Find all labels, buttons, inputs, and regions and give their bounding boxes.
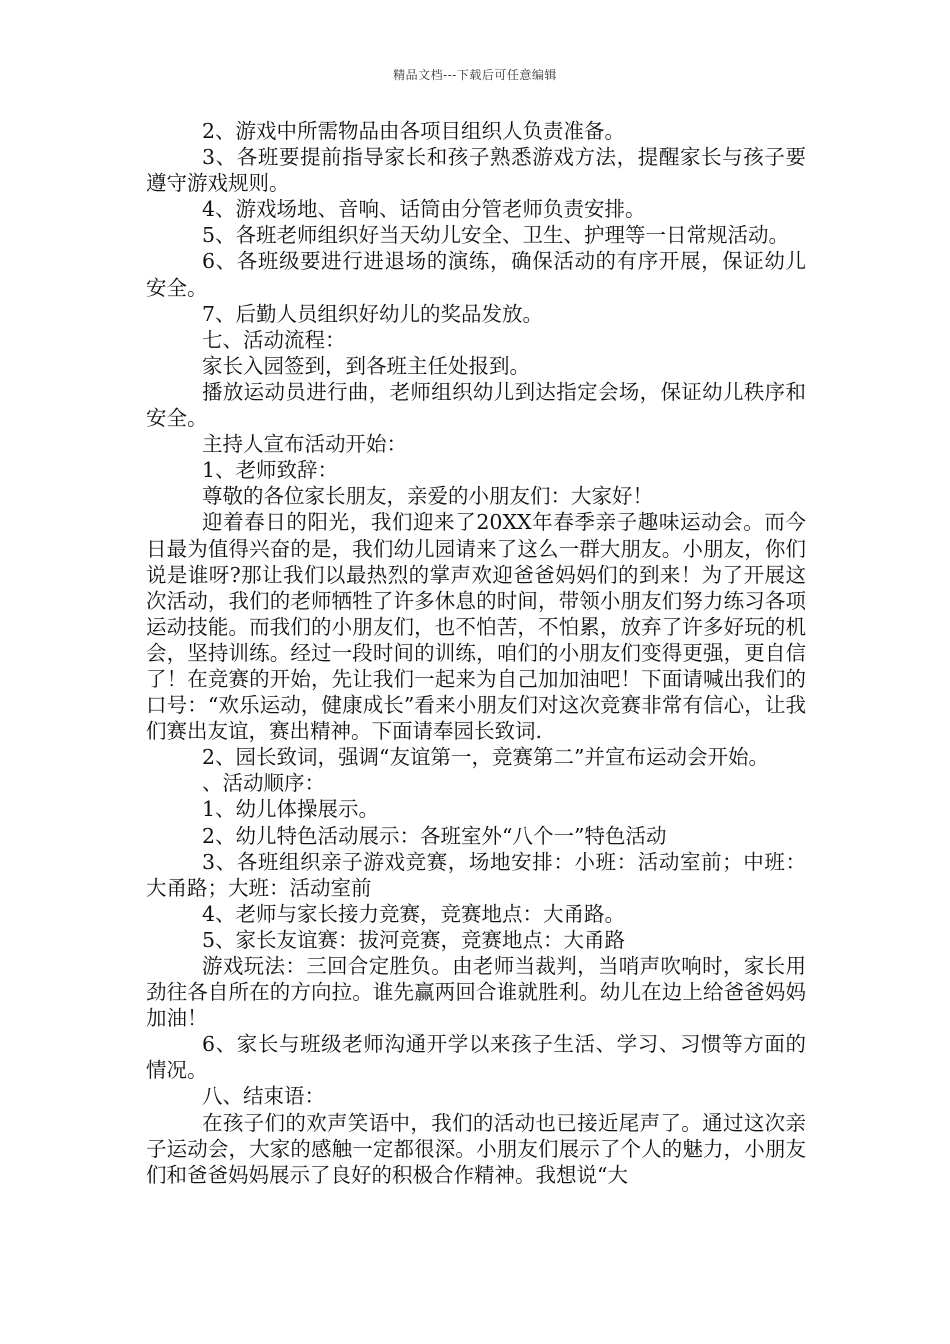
paragraph: 播放运动员进行曲，老师组织幼儿到达指定会场，保证幼儿秩序和安全。 xyxy=(146,379,806,431)
paragraph: 6、各班级要进行进退场的演练，确保活动的有序开展，保证幼儿安全。 xyxy=(146,249,806,300)
paragraph: 尊敬的各位家长朋友，亲爱的小朋友们：大家好！ xyxy=(202,484,653,509)
paragraph: 2、园长致词，强调“友谊第一，竞赛第二”并宣布运动会开始。 xyxy=(202,745,770,770)
section-heading: 七、活动流程： xyxy=(202,327,346,352)
paragraph: 2、幼儿特色活动展示：各班室外“八个一”特色活动 xyxy=(202,823,667,848)
paragraph: 5、家长友谊赛：拔河竞赛，竞赛地点：大甬路 xyxy=(202,927,626,952)
paragraph: 4、老师与家长接力竞赛，竞赛地点：大甬路。 xyxy=(202,901,626,926)
paragraph: 5、各班老师组织好当天幼儿安全、卫生、护理等一日常规活动。 xyxy=(202,223,790,248)
section-heading: 八、结束语： xyxy=(202,1084,325,1109)
document-body xyxy=(146,118,806,1188)
paragraph: 迎着春日的阳光，我们迎来了20XX年春季亲子趣味运动会。而今日最为值得兴奋的是，我们幼儿园请来了这么一群大朋友。小朋友，你们说是谁呀?那让我们以最热烈的掌声欢迎爸爸妈妈们的到来！为了开展这次活动，我们的老师牺牲了许多休息的时间，带领小朋友们努力练习各项运动技能。而我们的小朋友们，也不怕苦，不怕累，放弃了许多好玩的机会，坚持训练。经过一段时间的训练，咱们的小朋友们变得更强，更自信了！在竞赛的开始，先让我们一起来为自己加加油吧！下面请喊出我们的口号：“欢乐运动，健康成长”看来小朋友们对这次竞赛非常有信心，让我们赛出友谊，赛出精神。下面请奉园长致词. xyxy=(146,510,806,744)
paragraph: 6、家长与班级老师沟通开学以来孩子生活、学习、习惯等方面的情况。 xyxy=(146,1032,806,1083)
paragraph: 游戏玩法：三回合定胜负。由老师当裁判，当哨声吹响时，家长用劲往各自所在的方向拉。谁先赢两回合谁就胜利。幼儿在边上给爸爸妈妈加油！ xyxy=(146,954,806,1031)
page-header: 精品文档---下载后可任意编辑 xyxy=(393,68,557,82)
paragraph: 1、老师致辞： xyxy=(202,458,339,483)
paragraph: 3、各班组织亲子游戏竞赛，场地安排：小班：活动室前；中班：大甬路；大班：活动室前 xyxy=(146,849,806,900)
paragraph: 家长入园签到，到各班主任处报到。 xyxy=(202,353,530,378)
paragraph: 2、游戏中所需物品由各项目组织人负责准备。 xyxy=(202,119,626,143)
paragraph: 7、后勤人员组织好幼儿的奖品发放。 xyxy=(202,301,544,326)
paragraph: 3、各班要提前指导家长和孩子熟悉游戏方法，提醒家长与孩子要遵守游戏规则。 xyxy=(146,145,806,196)
paragraph: 1、幼儿体操展示。 xyxy=(202,797,380,822)
paragraph: 4、游戏场地、音响、话筒由分管老师负责安排。 xyxy=(202,197,646,222)
paragraph: 主持人宣布活动开始： xyxy=(202,432,407,457)
section-heading: 、活动顺序： xyxy=(202,771,325,796)
paragraph: 在孩子们的欢声笑语中，我们的活动也已接近尾声了。通过这次亲子运动会，大家的感触一定都很深。小朋友们展示了个人的魅力，小朋友们和爸爸妈妈展示了良好的积极合作精神。我想说“大 xyxy=(146,1110,806,1187)
